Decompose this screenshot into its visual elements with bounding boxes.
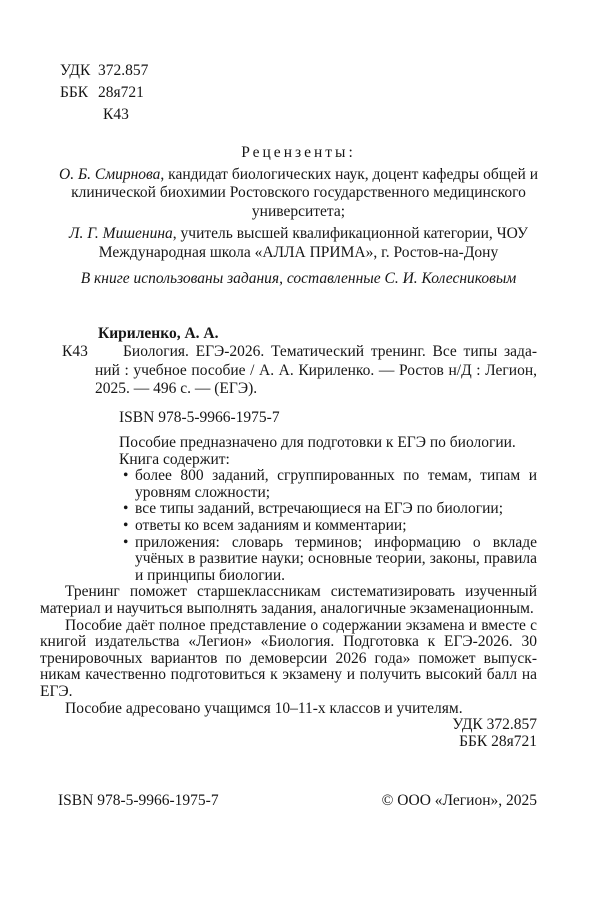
tasks-attribution-note: В книге использованы задания, составленные С. И. Колесниковым <box>80 270 517 287</box>
page-footer <box>40 792 537 809</box>
list-item <box>123 535 537 585</box>
catalog-card <box>40 325 537 399</box>
classification-block-bottom <box>40 717 537 750</box>
bullet-icon: • <box>123 467 129 485</box>
list-item-text: ответы ко всем заданиям и комментарии; <box>135 516 407 534</box>
udk-bottom-value: УДК 372.857 <box>452 716 537 734</box>
list-item-text: все типы заданий, встречающиеся на ЕГЭ по биологии; <box>135 500 504 518</box>
bbk-label: ББК <box>60 84 89 101</box>
annotation-paragraph: Тренинг поможет старшеклассникам систематизировать изученный материал и научиться выполнять задания, аналогичные экзаменационным. <box>40 583 537 617</box>
reviewer-name: Л. Г. Мишенина <box>69 225 173 242</box>
list-item <box>123 501 537 518</box>
annotation-paragraph: Пособие адресовано учащимся 10–11-х классов и учителям. <box>65 699 463 717</box>
annotation-paragraph: Пособие даёт полное представление о содержании экзамена и вместе с книгой издательства «Легион» «Биология. Подготовка к ЕГЭ-2026. 30 тренировочных вариантов по демоверсии 2026 года» поможет выпускникам качественно подготовиться к экзамену и получить высокий балл на ЕГЭ. <box>40 616 537 700</box>
reviewer-credentials: , кандидат биологических наук, доцент кафедры общей и клинической биохимии Ростовского государственного медицинского университета; <box>71 165 538 220</box>
isbn-number: ISBN 978-5-9966-1975-7 <box>119 408 280 426</box>
udk-label: УДК <box>60 62 91 79</box>
reviewer-entry <box>50 166 547 222</box>
bullet-icon: • <box>123 500 129 518</box>
classification-block-top <box>60 60 537 126</box>
bbk-bottom-value: ББК 28я721 <box>459 732 537 750</box>
list-item <box>123 468 537 501</box>
bbk-value: 28я721 <box>98 84 144 101</box>
book-bibliographic-description: Биология. ЕГЭ-2026. Тематический тренинг. Все типы заданий : учебное пособие / А. А. Кириленко. — Ростов н/Д : Легион, 2025. — 496 с. — (ЕГЭ). <box>95 343 537 397</box>
annotation-contains-label: Книга содержит: <box>119 450 230 468</box>
annotation-intro: Пособие предназначено для подготовки к ЕГЭ по биологии. <box>119 434 516 451</box>
reviewer-credentials: , учитель высшей квалификационной категории, ЧОУ Международная школа «АЛЛА ПРИМА», г. Ростов-на-Дону <box>98 225 528 261</box>
bullet-icon: • <box>123 516 129 534</box>
list-item-text: приложения: словарь терминов; информацию о вкладе учёных в развитие науки; основные теории, законы, правила и принципы биологии. <box>135 533 537 584</box>
list-item-text: более 800 заданий, сгруппированных по темам, типам и уровням сложности; <box>135 467 537 501</box>
reviewers-heading: Рецензенты: <box>241 144 356 161</box>
book-author: Кириленко, А. А. <box>98 324 219 342</box>
annotation-block <box>40 435 537 717</box>
author-sign-code: К43 <box>103 106 129 123</box>
reviewer-entry <box>50 225 547 262</box>
udk-row <box>60 60 537 82</box>
footer-isbn: ISBN 978-5-9966-1975-7 <box>58 792 219 809</box>
footer-copyright: © ООО «Легион», 2025 <box>381 792 537 809</box>
list-item <box>123 518 537 535</box>
udk-value: 372.857 <box>98 62 149 79</box>
reviewer-name: О. Б. Смирнова <box>59 165 161 183</box>
catalog-code: К43 <box>62 343 88 360</box>
bbk-row <box>60 82 537 104</box>
bullet-icon: • <box>123 533 129 551</box>
